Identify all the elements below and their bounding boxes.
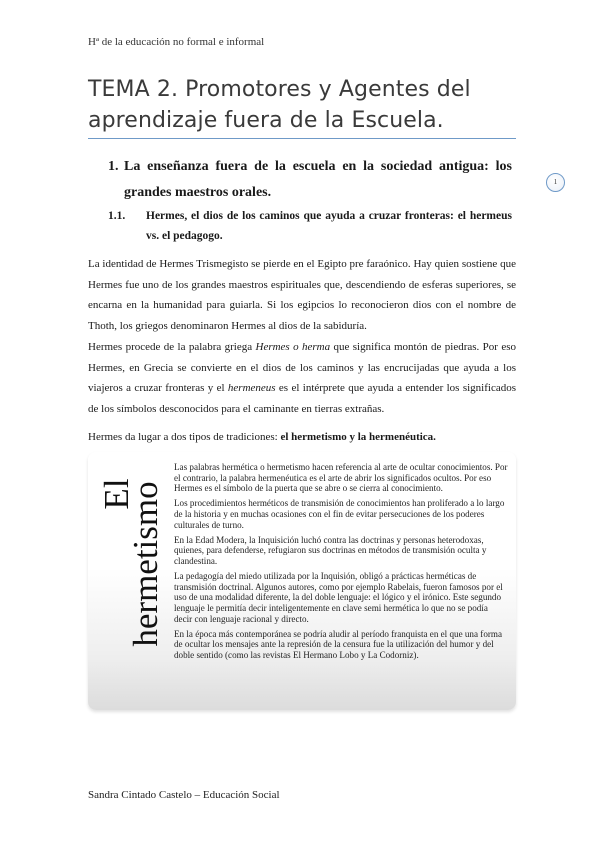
section-1-number: 1. (108, 159, 119, 174)
callout-text (174, 462, 508, 665)
callout-paragraph: La pedagogía del miedo utilizada por la Inquisión, obligó a prácticas herméticas de transmisión doctrinal. Algunos autores, como por ejemplo Rabelais, fueron famosos por el uso de una modalidad diferente, la del doble lenguaje: el lógico y el irónico. Este segundo lenguaje le permitía decir inteligentemente en clave semi hermética lo que no se podía decir con lenguaje racional y directo. (174, 571, 503, 624)
callout-paragraph: En la época más contemporánea se podría aludir al período franquista en el que una forma de ocultar los mensajes ante la represión de la censura fue la utilización del humor y del doble sentido (como las revistas El Hermano Lobo y La Codorniz). (174, 628, 503, 660)
paragraph-2-italic1: Hermes o herma (255, 341, 331, 353)
paragraph-hermes-identity: La identidad de Hermes Trismegisto se pierde en el Egipto pre faraónico. Hay quien sostiene que Hermes fue uno de los grandes maestros espirituales que, descendiendo de esferas superiores, se encarna en la humanidad para guiarla. Si los egipcios lo reconocieron dios con el nombre de Thoth, los griegos denominaron Hermes al dios de la sabiduría. (88, 258, 516, 332)
page-title: TEMA 2. Promotores y Agentes del aprendizaje fuera de la Escuela. (88, 77, 471, 133)
title-divider (88, 138, 516, 139)
page-number-badge: 1 (546, 173, 565, 192)
section-1-heading (108, 154, 512, 206)
paragraph-2-italic2: hermeneus (227, 382, 276, 394)
page-footer: Sandra Cintado Castelo – Educación Social (88, 789, 280, 801)
callout-vertical-title-hermetismo: hermetismo (126, 481, 165, 647)
paragraph-2-part2: que significa montón de piedras. Por eso Hermes, en Grecia se convierte en el dios de los caminos y las encrucijadas que ayuda a los viajeros a cruzar fronteras y el (88, 341, 516, 394)
paragraph-2-part3: es el intérprete que ayuda a entender los significados de los símbolos desconocidos para el caminante en tierras extrañas. (88, 382, 516, 415)
callout-vertical-title-el: El (97, 478, 136, 510)
callout-paragraph: Los procedimientos herméticos de transmisión de conocimientos han proliferado a lo largo de la historia y en muchas ocasiones con el fin de evitar persecuciones de los poderes culturales de turno. (174, 498, 505, 530)
paragraph-3-bold: el hermetismo y la hermenéutica. (280, 431, 436, 443)
paragraph-2-part1: Hermes procede de la palabra griega (88, 341, 256, 353)
page-header: Hª de la educación no formal e informal (88, 36, 265, 48)
section-1-1-text: Hermes, el dios de los caminos que ayuda a cruzar fronteras: el hermeus vs. el pedagogo. (146, 210, 512, 242)
paragraph-traditions (88, 427, 516, 448)
section-1-1-heading (108, 206, 512, 246)
paragraph-hermes-origin (88, 337, 516, 419)
callout-paragraph: En la Edad Modera, la Inquisición luchó contra las doctrinas y personas heterodoxas, quienes, para defenderse, refugiaron sus doctrinas en métodos de transmisión oculta y clandestina. (174, 534, 487, 566)
callout-paragraph: Las palabras hermética o hermetismo hacen referencia al arte de ocultar conocimientos. Por el contrario, la palabra hermenéutica es el arte de abrir los significados ocultos. Por eso Hermes es el símbolo de la puerta que se abre o se cierra al conocimiento. (174, 462, 508, 494)
section-1-1-number: 1.1. (108, 210, 126, 222)
paragraph-3-part1: Hermes da lugar a dos tipos de tradiciones: (88, 431, 281, 443)
section-1-text: La enseñanza fuera de la escuela en la sociedad antigua: los grandes maestros orales. (124, 159, 512, 200)
